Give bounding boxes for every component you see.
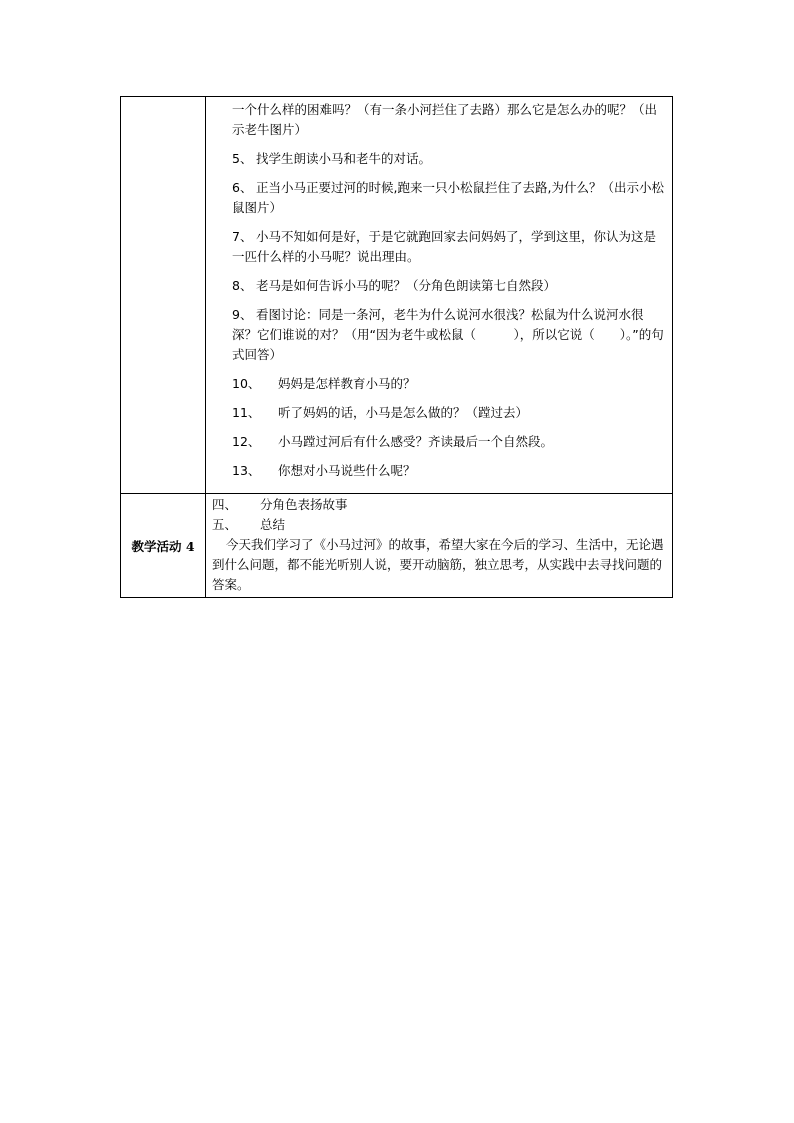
item-number: 四、 (212, 497, 238, 512)
item-text: 老马是如何告诉小马的呢？（分角色朗读第七自然段） (256, 278, 557, 293)
list-item (212, 149, 666, 169)
item-number: 10、 (232, 376, 261, 391)
lesson-plan-table (120, 96, 673, 598)
item-text: 一个什么样的困难吗？（有一条小河拦住了去路）那么它是怎么办的呢？（出示老牛图片） (232, 102, 658, 137)
item-text: 小马蹚过河后有什么感受？齐读最后一个自然段。 (278, 434, 554, 449)
summary-paragraph: 今天我们学习了《小马过河》的故事，希望大家在今后的学习、生活中，无论遇到什么问题，都不能光听别人说，要开动脑筋，独立思考，从实践中去寻找问题的答案。 (212, 537, 664, 592)
item-number: 9、 (232, 307, 253, 322)
list-item (212, 305, 666, 365)
item-number: 6、 (232, 180, 253, 195)
item-number: 8、 (232, 278, 253, 293)
list-item (212, 276, 666, 296)
item-text: 小马不知如何是好，于是它就跑回家去问妈妈了，学到这里，你认为这是一匹什么样的小马呢？说出理由。 (232, 229, 657, 264)
list-item (212, 374, 666, 394)
table-row (121, 97, 673, 494)
activity-content (206, 494, 673, 598)
item-number: 7、 (232, 229, 253, 244)
item-text: 妈妈是怎样教育小马的？ (278, 376, 416, 391)
list-item (212, 178, 666, 218)
activity-content (206, 97, 673, 494)
item-text: 听了妈妈的话，小马是怎么做的？（蹚过去） (278, 405, 529, 420)
item-text: 总结 (260, 517, 286, 532)
item-text: 你想对小马说些什么呢？ (278, 463, 416, 478)
item-text: 分角色表扬故事 (260, 497, 348, 512)
list-item (212, 100, 666, 140)
row-label: 教学活动 4 (131, 538, 195, 554)
row-label-cell (121, 97, 206, 494)
list-item (212, 495, 666, 515)
list-item (212, 461, 666, 481)
item-text: 找学生朗读小马和老牛的对话。 (256, 151, 432, 166)
list-item (212, 432, 666, 452)
item-number: 12、 (232, 434, 261, 449)
list-item (212, 227, 666, 267)
item-text: 正当小马正要过河的时候,跑来一只小松鼠拦住了去路,为什么？（出示小松鼠图片） (232, 180, 664, 215)
list-item (212, 515, 666, 535)
item-text: 看图讨论：同是一条河，老牛为什么说河水很浅？松鼠为什么说河水很深？它们谁说的对？（用“因为老牛或松鼠（ ），所以它说（ ）。”的句式回答） (232, 307, 664, 362)
list-item (212, 403, 666, 423)
row-label-cell (121, 494, 206, 598)
item-number: 五、 (212, 517, 238, 532)
item-number: 11、 (232, 405, 261, 420)
item-number: 13、 (232, 463, 261, 478)
item-number: 5、 (232, 151, 253, 166)
table-row (121, 494, 673, 598)
